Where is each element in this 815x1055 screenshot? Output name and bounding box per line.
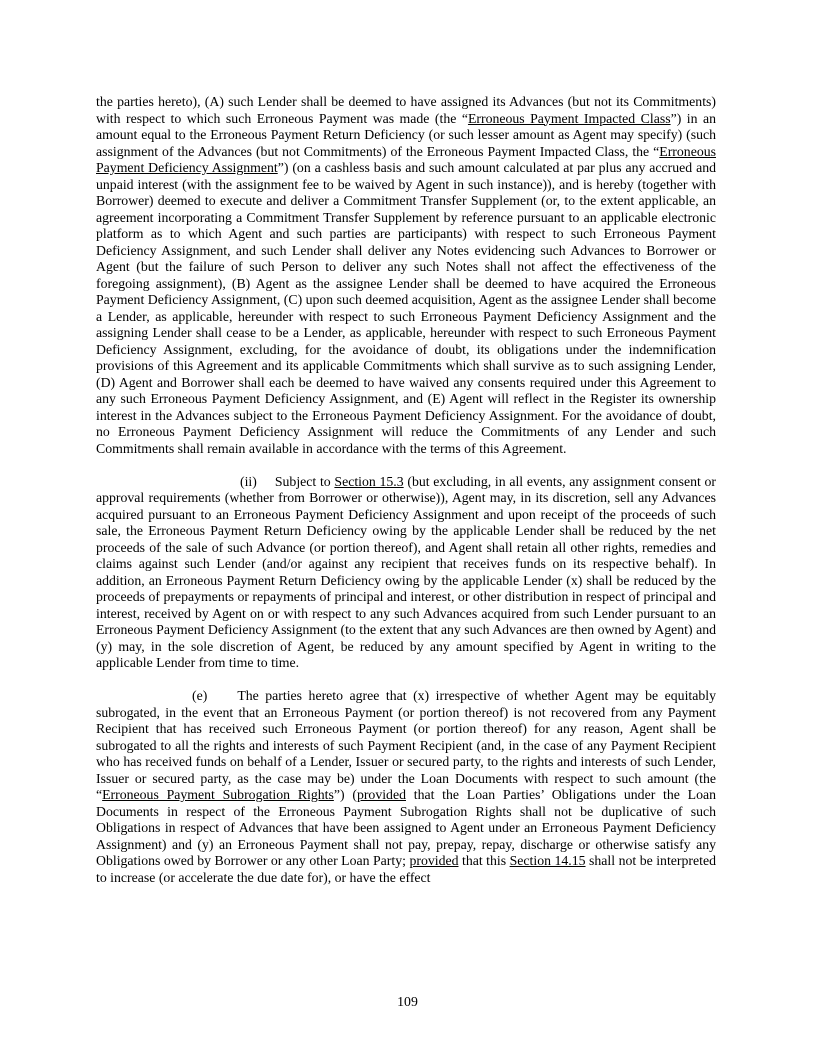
- text-run: ”) in an amount equal to the Erroneous Payment Return Deficiency (or such lesser amount as Agent may specify) (such assignment of the Advances (but not Commitments) of the Erroneous Payment Impacted Class, the “: [96, 110, 716, 159]
- paragraph-ii: [96, 474, 716, 672]
- clause-number: (ii): [240, 473, 257, 489]
- text-run: the parties hereto), (A) such Lender shall be deemed to have assigned its Advances (but not its Commitments) with respect to which such Erroneous Payment was made (the “: [96, 94, 716, 126]
- defined-term: Erroneous Payment Deficiency Assignment: [96, 143, 716, 175]
- text-run: that the Loan Parties’ Obligations under the Loan Documents in respect of the Erroneous Payment Subrogation Rights shall not be duplicative of such Obligations in respect of Advances that have been assigned to Agent under an Erroneous Payment Deficiency Assignment) and (y) an Erroneous Payment shall not pay, prepay, repay, discharge or otherwise satisfy any Obligations owed by Borrower or any other Loan Party;: [96, 787, 717, 868]
- page-number: 109: [397, 994, 418, 1009]
- section-reference: Section 14.15: [509, 853, 586, 868]
- defined-term: Erroneous Payment Impacted Class: [467, 110, 671, 126]
- paragraph-e: [96, 688, 716, 886]
- proviso-term: provided: [356, 787, 406, 802]
- paragraph-assignment: [96, 94, 716, 457]
- text-run: ”) (on a cashless basis and such amount calculated at par plus any accrued and unpaid interest (with the assignment fee to be waived by Agent in such instance)), and is hereby (together with Borrower) deemed to execute and deliver a Commitment Transfer Supplement (or, to the extent applicable, an agreement incorporating a Commitment Transfer Supplement by reference pursuant to an applicable electronic platform as to which Agent and such parties are participants) with respect to such Erroneous Payment Deficiency Assignment, and such Lender shall deliver any Notes evidencing such Advances to Borrower or Agent (but the failure of such Person to deliver any such Notes shall not affect the effectiveness of the foregoing assignment), (B) Agent as the assignee Lender shall be deemed to have acquired the Erroneous Payment Deficiency Assignment, (C) upon such deemed acquisition, Agent as the assignee Lender shall become a Lender, as applicable, hereunder with respect to such Erroneous Payment Deficiency Assignment and the assigning Lender shall cease to be a Lender, as applicable, hereunder with respect to such Erroneous Payment Deficiency Assignment, excluding, for the avoidance of doubt, its obligations under the indemnification provisions of this Agreement and its applicable Commitments which shall survive as to such assigning Lender, (D) Agent and Borrower shall each be deemed to have waived any consents required under this Agreement to any such Erroneous Payment Deficiency Assignment, and (E) Agent will reflect in the Register its ownership interest in the Advances subject to the Erroneous Payment Deficiency Assignment. For the avoidance of doubt, no Erroneous Payment Deficiency Assignment will reduce the Commitments of any Lender and such Commitments shall remain available in accordance with the terms of this Agreement.: [96, 160, 716, 456]
- defined-term: Erroneous Payment Subrogation Rights: [102, 787, 334, 802]
- text-run: that this: [458, 853, 510, 868]
- proviso-term: provided: [409, 853, 459, 868]
- text-run: (but excluding, in all events, any assignment consent or approval requirements (whether from Borrower or otherwise)), Agent may, in its discretion, sell any Advances acquired pursuant to an Erroneous Payment Deficiency Assignment and upon receipt of the proceeds of such sale, the Erroneous Payment Return Deficiency owing by the applicable Lender shall be reduced by the net proceeds of the sale of such Advance (or portion thereof), and Agent shall retain all other rights, remedies and claims against such Lender (and/or against any recipient that receives funds on its respective behalf). In addition, an Erroneous Payment Return Deficiency owing by the applicable Lender (x) shall be reduced by the proceeds of prepayments or repayments of principal and interest, or other distribution in respect of principal and interest, received by Agent on or with respect to any such Advances acquired from such Lender pursuant to an Erroneous Payment Deficiency Assignment (to the extent that any such Advances are then owned by Agent) and (y) may, in the sole discretion of Agent, be reduced by any amount specified by Agent in writing to the applicable Lender from time to time.: [96, 473, 717, 670]
- text-run: The parties hereto agree that (x) irrespective of whether Agent may be equitably subrogated, in the event that an Erroneous Payment (or portion thereof) is not recovered from any Payment Recipient that has received such Erroneous Payment (or portion thereof) for any reason, Agent shall be subrogated to all the rights and interests of such Payment Recipient (and, in the case of any Payment Recipient who has received funds on behalf of a Lender, Issuer or secured party, to the rights and interests of such Lender, Issuer or secured party, as the case may be) under the Loan Documents with respect to such amount (the “: [96, 688, 716, 802]
- document-page: [96, 94, 716, 903]
- clause-number: (e): [192, 688, 208, 703]
- text-run: ”) (: [333, 787, 357, 802]
- text-run: shall not be interpreted to increase (or accelerate the due date for), or have the effect: [96, 853, 716, 885]
- text-run: Subject to: [274, 473, 335, 489]
- section-reference: Section 15.3: [334, 473, 404, 489]
